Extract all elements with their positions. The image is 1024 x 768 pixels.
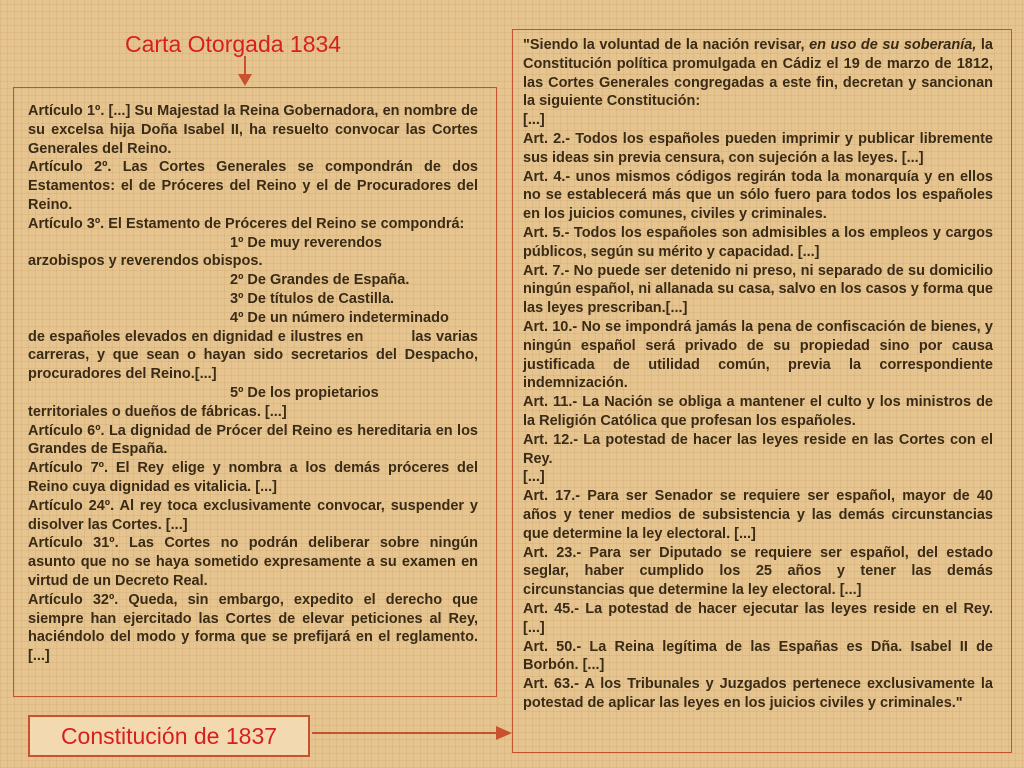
art-2: Art. 2.- Todos los españoles pueden imprimir y publicar libremente sus ideas sin previa censura, con sujeción a las leyes. [...] (523, 130, 993, 166)
article-7: Artículo 7º. El Rey elige y nombra a los demás próceres del Reino cuya dignidad es vitalicia. [...] (28, 460, 478, 495)
preamble-end: la Constitución política promulgada en Cádiz el 19 de marzo de 1812, las Cortes Generales congregadas a este fin, decretan y sancionan la siguiente Constitución: (523, 37, 993, 110)
article-31: Artículo 31º. Las Cortes no podrán deliberar sobre ningún asunto que no se haya sometido expresamente a su examen en virtud de un Decreto Real. (28, 535, 478, 589)
art-7: Art. 7.- No puede ser detenido ni preso, ni separado de su domicilio ningún español, ni allanada su casa, salvo en los casos y forma que las leyes prescriban.[...] (523, 262, 993, 317)
article-3-item-4-cont (28, 328, 478, 384)
article-3-item-5: 5º De los propietarios (230, 384, 379, 401)
article-1: Artículo 1º. [...] Su Majestad la Reina Gobernadora, en nombre de su excelsa hija Doña Isabel II, ha resuelto convocar las Cortes Generales del Reino. (28, 103, 478, 157)
article-3-item-1-cont: arzobispos y reverendos obispos. (28, 253, 263, 270)
art-17: Art. 17.- Para ser Senador se requiere ser español, mayor de 40 años y tener medios de subsistencia y las demás circunstancias que determine la ley electoral. [...] (523, 488, 993, 542)
article-3-item-2: 2º De Grandes de España. (230, 272, 410, 289)
art-45: Art. 45.- La potestad de hacer ejecutar las leyes reside en el Rey. [...] (523, 600, 993, 636)
article-2: Artículo 2º. Las Cortes Generales se compondrán de dos Estamentos: el de Próceres del Reino y el de Procuradores del Reino. (28, 159, 478, 213)
article-3-item-4: 4º De un número indeterminado (230, 309, 449, 326)
art-63: Art. 63.- A los Tribunales y Juzgados pertenece exclusivamente la potestad de aplicar las leyes en los juicios civiles y criminales." (523, 676, 993, 711)
preamble (523, 36, 993, 111)
carta-otorgada-text-box (13, 87, 497, 697)
article-6: Artículo 6º. La dignidad de Prócer del Reino es hereditaria en los Grandes de España. (28, 422, 478, 458)
article-32: Artículo 32º. Queda, sin embargo, expedito el derecho que siempre han ejercitado las Cortes de elevar peticiones al Rey, haciéndolo del modo y forma que se prefijará en el reglamento. [...] (28, 591, 478, 665)
arrow-down-icon (235, 56, 255, 86)
art-5: Art. 5.- Todos los españoles son admisibles a los empleos y cargos públicos, según su mérito y capacidad. [...] (523, 224, 993, 260)
preamble-start: "Siendo la voluntad de la nación revisar, (523, 37, 810, 53)
article-3-item-5-cont: territoriales o dueños de fábricas. [...] (28, 403, 287, 420)
title-carta-otorgada: Carta Otorgada 1834 (125, 31, 342, 57)
article-3: Artículo 3º. El Estamento de Próceres del Reino se compondrá: (28, 215, 465, 232)
title-constitucion-1837: Constitución de 1837 (28, 715, 310, 757)
article-3-item-1: 1º De muy reverendos (230, 234, 382, 251)
article-3-item-3: 3º De títulos de Castilla. (230, 290, 395, 307)
art-11: Art. 11.- La Nación se obliga a mantener el culto y los ministros de la Religión Católica que profesan los españoles. (523, 394, 993, 429)
art-4: Art. 4.- unos mismos códigos regirán toda la monarquía y en ellos no se establecerá más que un sólo fuero para todos los españoles en los juicios comunes, civiles y criminales. (523, 168, 993, 223)
ellipsis-1: [...] (523, 112, 545, 129)
article-3-item-4-rest: las varias carreras, y que sean o hayan sido secretarios del Despacho, procuradores del Reino.[...] (28, 328, 478, 383)
constitucion-1837-text-box (512, 29, 1012, 753)
preamble-emphasis: en uso de su soberanía, (809, 37, 977, 53)
article-24: Artículo 24º. Al rey toca exclusivamente convocar, suspender y disolver las Cortes. [...] (28, 497, 478, 533)
arrow-right-icon (312, 723, 512, 743)
ellipsis-2: [...] (523, 469, 545, 486)
art-12: Art. 12.- La potestad de hacer las leyes reside en las Cortes con el Rey. (523, 431, 993, 467)
art-50: Art. 50.- La Reina legítima de las Españas es Dña. Isabel II de Borbón. [...] (523, 638, 993, 674)
article-3-item-4-line: de españoles elevados en dignidad e ilustres en (28, 328, 364, 345)
art-23: Art. 23.- Para ser Diputado se requiere ser español, del estado seglar, haber cumplido los 25 años y tener las demás circunstancias que determine la ley electoral. [...] (523, 544, 993, 599)
art-10: Art. 10.- No se impondrá jamás la pena de confiscación de bienes, y ningún español será privado de su propiedad sino por causa justificada de utilidad común, previa la correspondiente indemnización. (523, 318, 993, 392)
